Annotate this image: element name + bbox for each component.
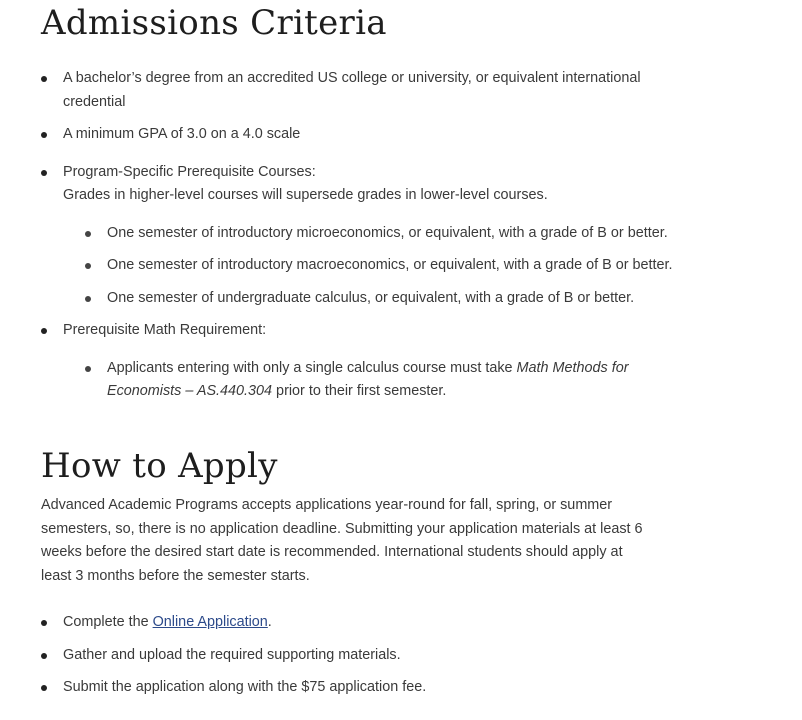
step-submit-fee: Submit the application along with the $75 application fee. (41, 676, 681, 700)
how-to-apply-heading: How to Apply (41, 446, 278, 486)
step1-suffix: . (267, 614, 272, 630)
math-methods-note (85, 357, 681, 404)
prerequisite-courses-note: Grades in higher-level courses will supersede grades in lower-level courses. (63, 187, 548, 203)
step-complete-application (41, 611, 681, 635)
prerequisite-courses-label: Program-Specific Prerequisite Courses: (63, 163, 316, 180)
admissions-criteria-list (41, 67, 681, 413)
online-application-link[interactable]: Online Application (152, 614, 268, 630)
math-methods-course-name: Math Methods for Economists – AS.440.304 (107, 359, 629, 399)
prerequisite-courses-list (85, 222, 681, 311)
criteria-prerequisite-courses (41, 161, 681, 311)
course-microeconomics: One semester of introductory microeconomics, or equivalent, with a grade of B or better. (85, 222, 681, 246)
step-upload-materials: Gather and upload the required supporting materials. (41, 644, 681, 668)
criteria-degree: A bachelor’s degree from an accredited US college or university, or equivalent international credential (41, 67, 681, 114)
math-requirement-list (85, 357, 681, 404)
course-calculus: One semester of undergraduate calculus, or equivalent, with a grade of B or better. (85, 287, 681, 311)
course-macroeconomics: One semester of introductory macroeconomics, or equivalent, with a grade of B or better. (85, 254, 681, 278)
math-requirement-label: Prerequisite Math Requirement: (63, 322, 267, 338)
criteria-math-requirement (41, 319, 681, 404)
admissions-criteria-heading: Admissions Criteria (41, 3, 387, 43)
application-steps-list (41, 611, 681, 709)
math-note-text-after: prior to their first semester. (272, 383, 447, 399)
math-note-text-before: Applicants entering with only a single calculus course must take (107, 359, 517, 376)
how-to-apply-intro: Advanced Academic Programs accepts applications year-round for fall, spring, or summer semesters, so, there is no application deadline. Submitting your application materials at least 6 weeks before the desired start date is recommended. International students should apply at least 3 months before the semester starts. (41, 497, 643, 584)
criteria-gpa: A minimum GPA of 3.0 on a 4.0 scale (41, 123, 681, 147)
step1-prefix: Complete the (63, 614, 153, 630)
